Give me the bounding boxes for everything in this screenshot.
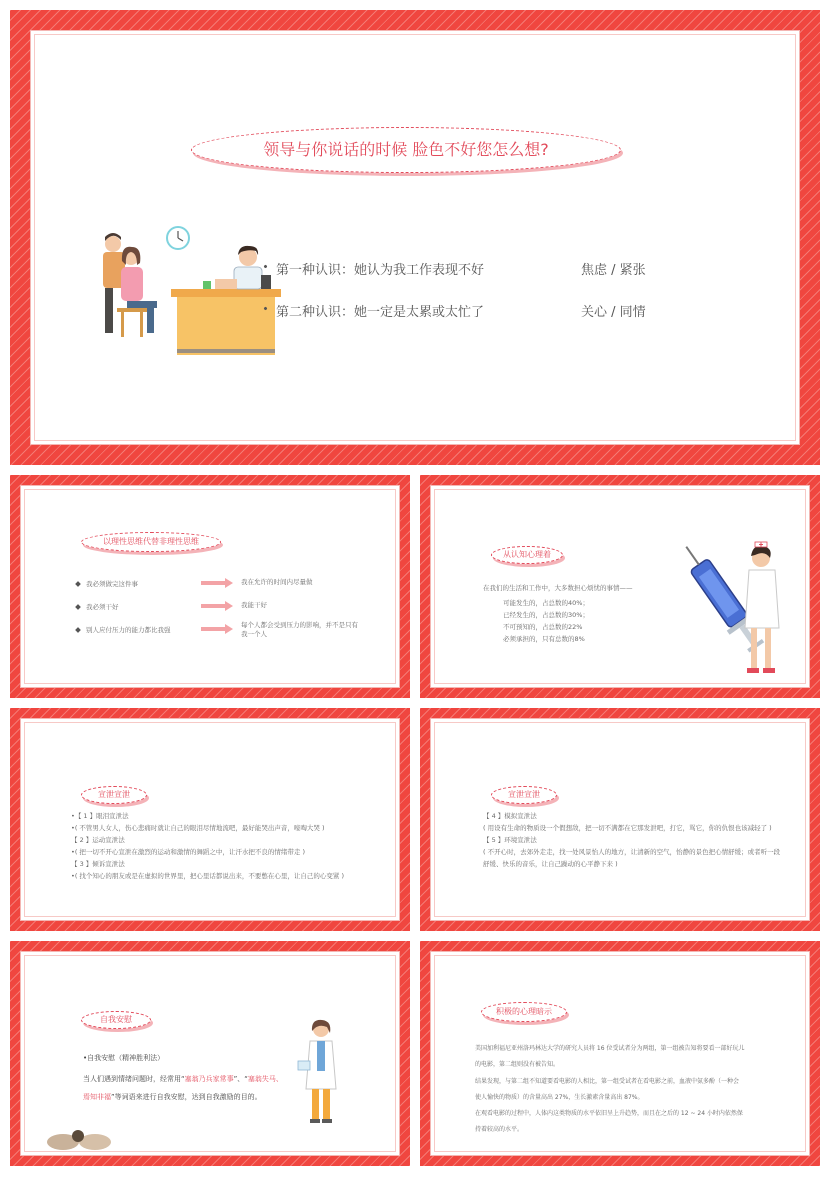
slide-7-para-2: 的电影，第二组则没有被告知。 <box>475 1061 560 1068</box>
slide-4 <box>10 708 410 931</box>
arrow-right-icon <box>201 578 233 588</box>
slide-5-line-1: 【 4 】模拟宣泄法 <box>483 812 537 820</box>
slide-7-para-3: 结果发现，与第二组不知道要看电影的人相比，第一组受试者在看电影之前，血液中氨多酚（一种会 <box>475 1078 740 1085</box>
slide-7-para-1: 美国加利福尼亚州洛玛林达大学的研究人员将 16 位受试者分为两组，第一组被告知将要看一部好玩儿 <box>475 1045 745 1052</box>
slide-5 <box>420 708 820 931</box>
slide-4-line-5: 【 3 】倾诉宣泄法 <box>71 860 125 868</box>
slide-5-line-2: ( 用设有生命的物质设一个假想敌，把一切不满都在它那发泄吧，打它，骂它，你的仇恨也该减轻了 ) <box>483 824 772 832</box>
stat-line-3-text: 不可预知的，占总数的 <box>503 623 568 631</box>
slide-2-content <box>20 485 400 688</box>
doctor-illustration <box>296 1017 346 1127</box>
slide-6-body-a: 当人们遇到情绪问题时，经常用“ <box>83 1075 185 1083</box>
stat-line-1-text: 可能发生的，占总数的 <box>503 599 568 607</box>
slide-3 <box>420 475 820 698</box>
slide-7-para-6: 持着较高的水平。 <box>475 1126 524 1133</box>
row-1-left: 我必须做完这件事 <box>86 580 138 588</box>
slide-4-content <box>20 718 400 921</box>
stat-line-1-tail: ； <box>582 599 589 607</box>
slide-4-line-3: 【 2 】运动宣泄法 <box>71 836 125 844</box>
slide-6-quote-1: 塞翁乃兵家常事 <box>184 1075 234 1083</box>
arrow-right-icon <box>201 601 233 611</box>
row-3-left: 别人应付压力的能力都比我强 <box>86 626 171 634</box>
point-2-feeling: 关心 / 同情 <box>581 305 646 320</box>
stat-line-1-value: 40% <box>568 599 583 607</box>
stat-line-2-tail: ； <box>582 611 589 619</box>
slide-7-para-5: 在观看电影的过程中，人体内这类物质的水平依旧呈上升趋势，而且在之后的 12 ~ 24 小时内依然保 <box>475 1110 743 1117</box>
row-3-right: 每个人都会受到压力的影响，并不是只有我一个人 <box>241 621 358 638</box>
slide-5-line-3: 【 5 】环境宣泄法 <box>483 836 537 844</box>
slide-1-content <box>30 30 800 445</box>
slide-4-line-6: •( 找个知心的朋友或是在虚拟的世界里，把心里话都说出来，不要憋在心里，让自己的心变紧 ) <box>71 872 345 880</box>
stat-line-3 <box>503 622 582 631</box>
clock-icon <box>167 227 189 249</box>
slide-6-body-line-1 <box>83 1074 283 1084</box>
arrow-right-icon <box>201 624 233 634</box>
slide-7-para-4: 使人愉快的物质）的含量高出 27%，生长激素含量高出 87%。 <box>475 1094 644 1101</box>
office-illustration <box>91 221 291 361</box>
slide-6-body-b: ”、“ <box>233 1075 248 1083</box>
slide-7 <box>420 941 820 1166</box>
slide-2-title: 以理性思维代替非理性思维 <box>81 532 221 552</box>
row-2-bullet <box>75 604 81 610</box>
row-2-left: 我必须干好 <box>86 603 119 611</box>
slide-6-title: 自我安慰 <box>81 1011 151 1029</box>
slide-4-line-4: •( 把一切不开心宣泄在激烈的运动和激情的舞蹈之中，让汗水把不良的情绪带走 ) <box>71 848 306 856</box>
slide-3-intro: 在我们的生活和工作中，大多数担心烦忧的事情—— <box>483 584 633 592</box>
slide-7-title: 积极的心理暗示 <box>481 1002 567 1022</box>
stat-line-4 <box>503 634 585 643</box>
slide-4-title: 宣泄宣泄 <box>81 786 147 804</box>
slide-6-body-c: ”等词语来进行自我安慰，达到自我激励的目的。 <box>111 1093 262 1101</box>
point-1-text: 第一种认识：她认为我工作表现不好 <box>276 263 485 278</box>
slide-4-line-2: •( 不管男人女人，伤心悲痛时就让自己的眼泪尽情地流吧，最好能哭出声音，嚎啕大哭 ) <box>71 824 325 832</box>
slide-4-line-1: •【 1 】眼泪宣泄法 <box>71 812 129 820</box>
point-2 <box>276 301 484 320</box>
stat-line-4-value: 8% <box>574 635 585 643</box>
stat-line-2-value: 30% <box>568 611 583 619</box>
nurse-syringe-illustration <box>681 528 791 688</box>
stat-line-2 <box>503 610 589 619</box>
slide-5-line-5: 舒缓、快乐的音乐，让自己躁动的心平静下来 ) <box>483 860 618 868</box>
slide-3-title: 从认知心理着 <box>491 546 563 564</box>
slide-6 <box>10 941 410 1166</box>
row-1-right: 我在允许的时间内尽量做 <box>241 578 313 586</box>
slide-2 <box>10 475 410 698</box>
slide-6-content <box>20 951 400 1156</box>
pillow-illustration <box>45 1128 115 1152</box>
point-2-text: 第二种认识：她一定是太累或太忙了 <box>276 305 485 320</box>
slide-3-content <box>430 485 810 688</box>
row-2-right: 我能干好 <box>241 601 267 609</box>
slide-6-heading: •自我安慰（精神胜利法） <box>83 1054 165 1062</box>
point-1-feeling: 焦虑 / 紧张 <box>581 263 646 278</box>
slide-7-content <box>430 951 810 1156</box>
stat-line-4-text: 必须承担的，只有总数的 <box>503 635 575 643</box>
slide-5-content <box>430 718 810 921</box>
slide-5-line-4: ( 不开心时，去郊外走走，找一处风景怡人的地方，让清新的空气，怡静的景色把心情舒缓；或者听一段 <box>483 848 781 856</box>
slide-6-quote-2: 塞翁失马、 <box>247 1075 283 1083</box>
slide-6-body-line-2 <box>83 1092 262 1102</box>
slide-1 <box>10 10 820 465</box>
slide-1-title: 领导与你说话的时候 脸色不好您怎么想? <box>191 127 621 173</box>
slide-5-title: 宣泄宣泄 <box>491 786 557 804</box>
stat-line-1 <box>503 598 589 607</box>
stat-line-3-value: 22% <box>568 623 583 631</box>
row-3-bullet <box>75 627 81 633</box>
row-1-bullet <box>75 581 81 587</box>
slide-6-quote-3: 焉知非福 <box>83 1093 111 1101</box>
stat-line-2-text: 已经发生的，占总数的 <box>503 611 568 619</box>
point-1 <box>276 259 484 278</box>
